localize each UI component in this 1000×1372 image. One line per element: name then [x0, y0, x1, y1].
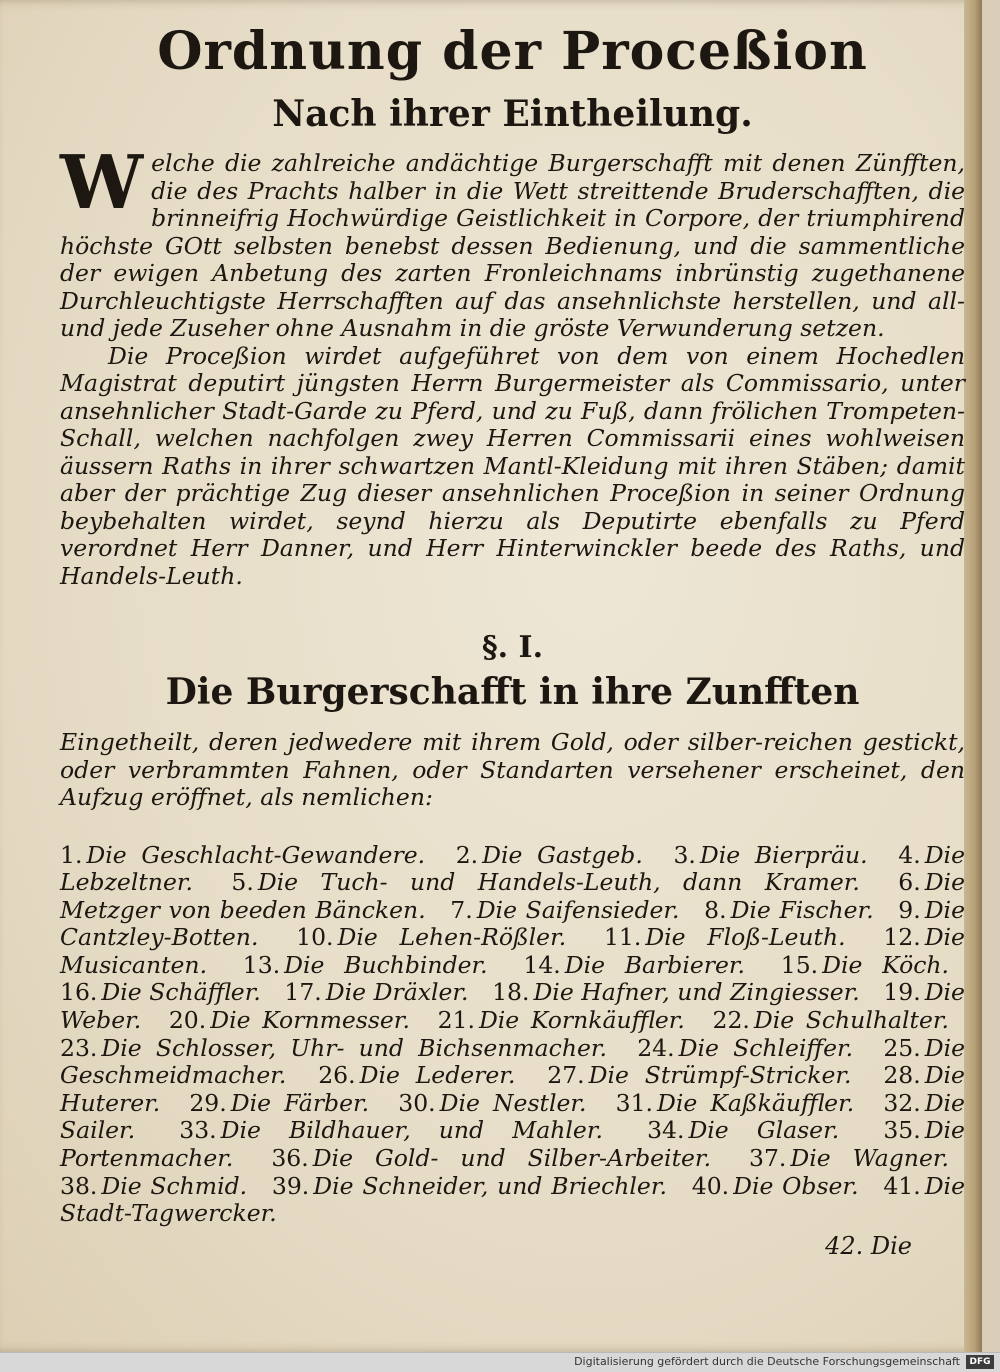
guild-name: Die Nestler. — [439, 1088, 587, 1117]
guild-number: 30. — [398, 1088, 436, 1117]
guild-item — [713, 1006, 949, 1034]
guild-name: Die Schneider, und Briechler. — [313, 1171, 667, 1200]
guild-name: Die Glaser. — [688, 1116, 840, 1145]
guild-item — [704, 896, 874, 924]
guild-name: Die Bierpräu. — [699, 840, 868, 869]
guild-item — [318, 1061, 515, 1089]
guild-item — [547, 1061, 851, 1089]
guild-number: 1. — [60, 840, 83, 869]
guild-number: 6. — [898, 868, 921, 897]
guild-item — [284, 978, 468, 1006]
guild-name: Die Gastgeb. — [482, 840, 643, 869]
guild-name: Die Köch. — [822, 950, 949, 979]
guild-name: Die Schulhalter. — [753, 1006, 949, 1035]
guild-number: 8. — [704, 895, 727, 924]
drop-cap: W — [60, 140, 144, 226]
guild-number: 3. — [673, 840, 696, 869]
section-title: Die Burgerschafft in ihre Zunfften — [165, 671, 860, 713]
guild-number: 28. — [883, 1061, 921, 1090]
guild-item — [523, 951, 745, 979]
guild-name: Die Saifensieder. — [476, 895, 680, 924]
procession-paragraph: Die Proceßion wirdet aufgeführet von dem von einem Hochedlen Magistrat deputirt jüngsten Herrn Burgermeister als Commissario, unter ansehnlicher Stadt-Garde zu Pferd, und zu Fuß, dann frölichen Trompeten-Schall, welchen nachfolgen zwey Herren Commissarii eines wohlweisen äussern Raths in ihrer schwartzen Mantl-Kleidung mit ihren Stäben; damit aber der prächtige Zug dieser ansehnlichen Proceßion in seiner Ordnung beybehalten wirdet, seynd hierzu als Deputirte ebenfalls zu Pferd verordnet Herr Danner, und Herr Hinterwinckler beede des Raths, und Handels-Leuth. — [60, 341, 965, 590]
guild-item — [60, 1172, 247, 1200]
guild-number: 15. — [780, 950, 819, 979]
guild-name: Die Gold- und Silber-Arbeiter. — [312, 1144, 712, 1173]
guild-item — [169, 1006, 410, 1034]
guild-name: Die Obser. — [733, 1171, 859, 1200]
guild-item — [271, 1144, 711, 1172]
guild-item — [749, 1144, 949, 1172]
guild-number: 24. — [637, 1033, 675, 1062]
guild-number: 26. — [318, 1061, 356, 1090]
guild-name: Die Hafner, und Zingiesser. — [533, 978, 860, 1007]
guild-number: 19. — [883, 978, 921, 1007]
guild-item — [604, 923, 846, 951]
guild-number: 2. — [455, 840, 479, 869]
guild-number: 29. — [189, 1088, 227, 1117]
guild-name: Die Kornkäuffler. — [478, 1006, 685, 1035]
guild-number: 36. — [271, 1144, 309, 1173]
guild-number: 37. — [749, 1144, 787, 1173]
guild-name: Die Weber. — [60, 978, 965, 1035]
guild-item — [60, 978, 261, 1006]
guild-number: 41. — [883, 1171, 921, 1200]
footer-bar — [0, 1352, 1000, 1372]
guild-name: Die Schmid. — [101, 1171, 248, 1200]
guild-number: 12. — [883, 923, 921, 952]
guild-number: 16. — [60, 978, 98, 1007]
page-content — [60, 20, 965, 1228]
guild-number: 7. — [450, 895, 473, 924]
guild-name: Die Floß-Leuth. — [645, 923, 846, 952]
page-subtitle: Nach ihrer Eintheilung. — [272, 93, 753, 135]
guild-name: Die Dräxler. — [325, 978, 469, 1007]
guild-item — [438, 1006, 685, 1034]
guild-number: 27. — [547, 1061, 585, 1090]
guild-name: Die Stadt-Tagwercker. — [60, 1171, 965, 1228]
guild-number: 10. — [296, 923, 334, 952]
guild-name: Die Kaßkäuffler. — [657, 1088, 855, 1117]
guild-list — [60, 842, 965, 1228]
guild-number: 32. — [883, 1088, 921, 1117]
guild-name: Die Lehen-Rößler. — [337, 923, 567, 952]
guild-name: Die Geschlacht-Gewandere. — [86, 840, 426, 869]
guild-name: Die Geschmeidmacher. — [60, 1033, 965, 1090]
page-title: Ordnung der Proceßion — [157, 21, 868, 82]
guild-number: 21. — [437, 1006, 475, 1035]
guild-name: Die Buchbinder. — [284, 950, 488, 979]
guild-number: 17. — [284, 978, 322, 1007]
guild-item — [692, 1172, 859, 1200]
guild-name: Die Wagner. — [790, 1144, 949, 1173]
guild-name: Die Kornmesser. — [210, 1006, 410, 1035]
guild-item — [781, 951, 949, 979]
guild-name: Die Tuch- und Handels-Leuth, dann Kramer. — [257, 868, 860, 897]
guild-number: 22. — [712, 1006, 750, 1035]
guild-item — [296, 923, 566, 951]
guild-name: Die Bildhauer, und Mahler. — [220, 1116, 603, 1145]
guild-name: Die Lederer. — [359, 1061, 516, 1090]
guild-number: 13. — [242, 950, 281, 979]
guild-name: Die Schleiffer. — [678, 1033, 854, 1062]
guild-number: 11. — [603, 923, 642, 952]
footer-credit: Digitalisierung gefördert durch die Deutsche Forschungsgemeinschaft — [574, 1355, 960, 1368]
section-intro: Eingetheilt, deren jedwedere mit ihrem Gold, oder silber-reichen gestickt, oder verbrammten Fahnen, oder Standarten versehener erscheinet, den Aufzug eröffnet, als nemlichen: — [60, 728, 965, 811]
guild-number: 9. — [898, 895, 921, 924]
guild-name: Die Strümpf-Stricker. — [588, 1061, 852, 1090]
guild-item — [60, 1034, 607, 1062]
guild-name: Die Lebzeltner. — [60, 840, 965, 897]
guild-name: Die Fischer. — [730, 895, 874, 924]
section-mark: §. I. — [481, 630, 544, 665]
guild-number: 38. — [60, 1171, 98, 1200]
dfg-logo: DFG — [966, 1355, 994, 1369]
catchword: 42. Die — [825, 1232, 912, 1260]
guild-name: Die Schlosser, Uhr- und Bichsenmacher. — [101, 1033, 607, 1062]
guild-item — [60, 841, 425, 869]
guild-number: 33. — [179, 1116, 217, 1145]
guild-name: Die Sailer. — [60, 1088, 965, 1145]
guild-name: Die Cantzley-Botten. — [60, 895, 965, 952]
guild-item — [616, 1089, 855, 1117]
guild-item — [673, 841, 867, 869]
guild-name: Die Musicanten. — [60, 923, 965, 979]
guild-item — [272, 1172, 667, 1200]
guild-item — [456, 841, 643, 869]
page-edge — [964, 0, 982, 1352]
guild-name: Die Barbierer. — [564, 950, 746, 979]
guild-item — [398, 1089, 586, 1117]
guild-number: 4. — [898, 840, 921, 869]
guild-item — [179, 1116, 603, 1144]
guild-name: Die Huterer. — [60, 1061, 965, 1117]
intro-paragraph-text: elche die zahlreiche andächtige Burgerschafft mit denen Zünfften, die des Prachts halber in die Wett streittende Bruderschafften, die brinneifrig Hochwürdige Geistlichkeit in Corpore, der triumphirend höchste GOtt selbsten benebst dessen Bedienung, und die sammentliche der ewigen Anbetung des zarten Fronleichnams inbrünstig zugethanene Durchleuchtigste Herrschafften auf das ansehnlichste herstellen, und all- und jede Zuseher ohne Ausnahm in die gröste Verwunderung setzen. — [60, 149, 965, 342]
guild-number: 34. — [647, 1116, 685, 1145]
guild-item — [450, 896, 679, 924]
guild-number: 25. — [883, 1033, 921, 1062]
guild-number: 23. — [60, 1033, 98, 1062]
guild-number: 39. — [271, 1171, 310, 1200]
intro-paragraph — [60, 140, 965, 343]
guild-number: 14. — [523, 950, 561, 979]
guild-number: 40. — [691, 1171, 730, 1200]
guild-number: 31. — [615, 1088, 653, 1117]
guild-name: Die Portenmacher. — [60, 1116, 965, 1173]
guild-name: Die Färber. — [230, 1088, 370, 1117]
guild-item — [637, 1034, 853, 1062]
guild-number: 18. — [492, 978, 530, 1007]
guild-item — [492, 978, 860, 1006]
guild-item — [243, 951, 488, 979]
guild-number: 35. — [883, 1116, 921, 1145]
guild-item — [231, 868, 859, 896]
guild-name: Die Schäffler. — [101, 978, 261, 1007]
guild-item — [647, 1116, 839, 1144]
guild-name: Die Metzger von beeden Bäncken. — [60, 868, 965, 924]
guild-number: 20. — [168, 1006, 207, 1035]
guild-number: 5. — [231, 868, 254, 897]
guild-item — [189, 1089, 369, 1117]
